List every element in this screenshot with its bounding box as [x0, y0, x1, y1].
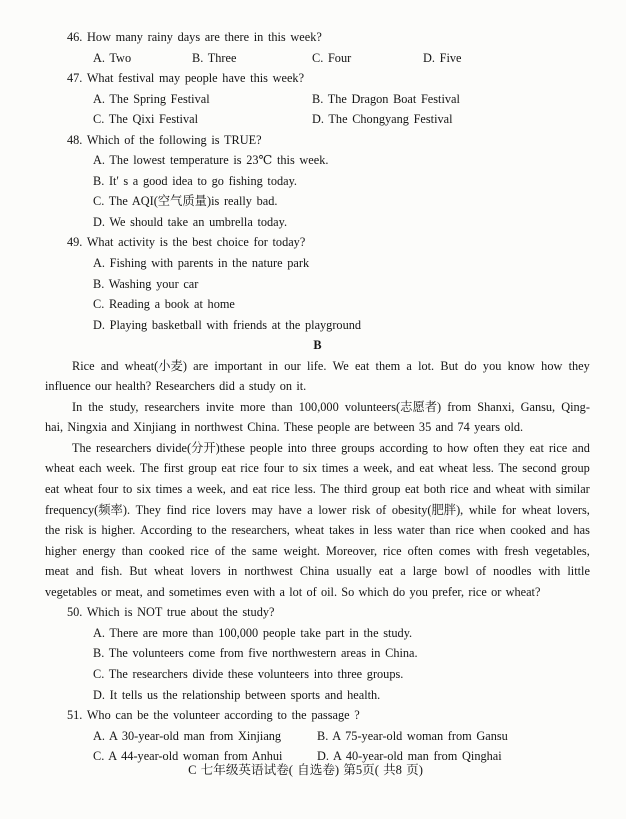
question-50-option-b: B. The volunteers come from five northwestern areas in China. — [93, 646, 418, 661]
question-47-option-c: C. The Qixi Festival — [93, 112, 198, 127]
passage-b-p3-line-3: eat wheat four to six times a week, and eat rice less. The third group eat both rice and wheat with similar — [45, 482, 590, 497]
question-46-option-a: A. Two — [93, 50, 132, 65]
question-48-option-c: C. The AQI(空气质量)is really bad. — [93, 194, 278, 209]
question-46-option-d: D. Five — [423, 50, 462, 65]
passage-b-p3-line-2: wheat each week. The first group eat rice four to six times a week, and eat wheat less. The second group — [45, 461, 590, 476]
question-46-option-c: C. Four — [312, 50, 352, 65]
question-47-option-a: A. The Spring Festival — [93, 91, 210, 106]
question-51-option-b: B. A 75-year-old woman from Gansu — [317, 728, 508, 743]
question-51-text: 51. Who can be the volunteer according to the passage ? — [67, 708, 360, 723]
question-49-text: 49. What activity is the best choice for today? — [67, 235, 306, 250]
question-46-text: 46. How many rainy days are there in this week? — [67, 30, 322, 44]
question-47-text: 47. What festival may people have this week? — [67, 71, 305, 86]
passage-b-p3-line-7: meat and fish. But wheat lovers in northwest China usually eat a large bowl of noodles with little — [45, 564, 590, 579]
passage-b-p1-line-1: Rice and wheat(小麦) are important in our life. We eat them a lot. But do you know how they — [72, 358, 590, 373]
exam-content — [45, 27, 590, 780]
passage-b-p3-line-6: higher energy than cooked rice of the same weight. Moreover, rice often comes with fresh vegetables, — [45, 543, 590, 558]
question-51-option-a: A. A 30-year-old man from Xinjiang — [93, 728, 282, 743]
question-47-options-row-1 — [45, 89, 590, 110]
question-49-option-c: C. Reading a book at home — [93, 297, 235, 312]
question-49-option-b: B. Washing your car — [93, 276, 199, 291]
passage-b-p3-line-1: The researchers divide(分开)these people into three groups according to how often they eat rice and — [72, 440, 590, 455]
question-50-option-d: D. It tells us the relationship between sports and health. — [93, 687, 381, 702]
question-46-options — [45, 48, 590, 69]
question-48-option-b: B. It' s a good idea to go fishing today. — [93, 173, 298, 188]
section-b-heading: B — [313, 338, 322, 353]
passage-b-p3-line-8: vegetables or meat, and sometimes even with a lot of oil. So which do you prefer, rice or wheat? — [45, 584, 541, 599]
question-47-option-b: B. The Dragon Boat Festival — [312, 91, 460, 106]
question-51-option-c: C. A 44-year-old woman from Anhui — [93, 749, 283, 764]
question-48-text: 48. Which of the following is TRUE? — [67, 132, 262, 147]
question-49-option-a: A. Fishing with parents in the nature park — [93, 256, 310, 271]
passage-b-p3-line-4: frequency(频率). They find rice lovers may have a lower risk of obesity(肥胖), while for wheat lovers, — [45, 502, 590, 517]
question-49-option-d: D. Playing basketball with friends at the playground — [93, 317, 362, 332]
question-50-text: 50. Which is NOT true about the study? — [67, 605, 275, 620]
question-47-option-d: D. The Chongyang Festival — [312, 112, 453, 127]
question-47-options-row-2 — [45, 109, 590, 130]
question-50-option-c: C. The researchers divide these volunteers into three groups. — [93, 666, 404, 681]
passage-b-p2-line-2: hai, Ningxia and Xinjiang in northwest China. These people are between 35 and 74 years old. — [45, 420, 524, 435]
passage-b-p2-line-1: In the study, researchers invite more than 100,000 volunteers(志愿者) from Shanxi, Gansu, Qing- — [72, 399, 590, 414]
question-48-option-a: A. The lowest temperature is 23℃ this week. — [93, 153, 329, 168]
question-46-option-b: B. Three — [192, 50, 237, 65]
question-50-option-a: A. There are more than 100,000 people take part in the study. — [93, 625, 413, 640]
passage-b-p3-line-5: the risk is higher. According to the researchers, wheat takes in less water than rice when cooked and has — [45, 523, 590, 538]
question-51-options-row-1 — [45, 726, 590, 747]
question-51-option-d: D. A 40-year-old man from Qinghai — [317, 749, 502, 764]
page-footer: C 七年级英语试卷( 自选卷) 第5页( 共8 页) — [188, 762, 423, 777]
passage-b-p1-line-2: influence our health? Researchers did a study on it. — [45, 379, 307, 394]
question-48-option-d: D. We should take an umbrella today. — [93, 214, 288, 229]
